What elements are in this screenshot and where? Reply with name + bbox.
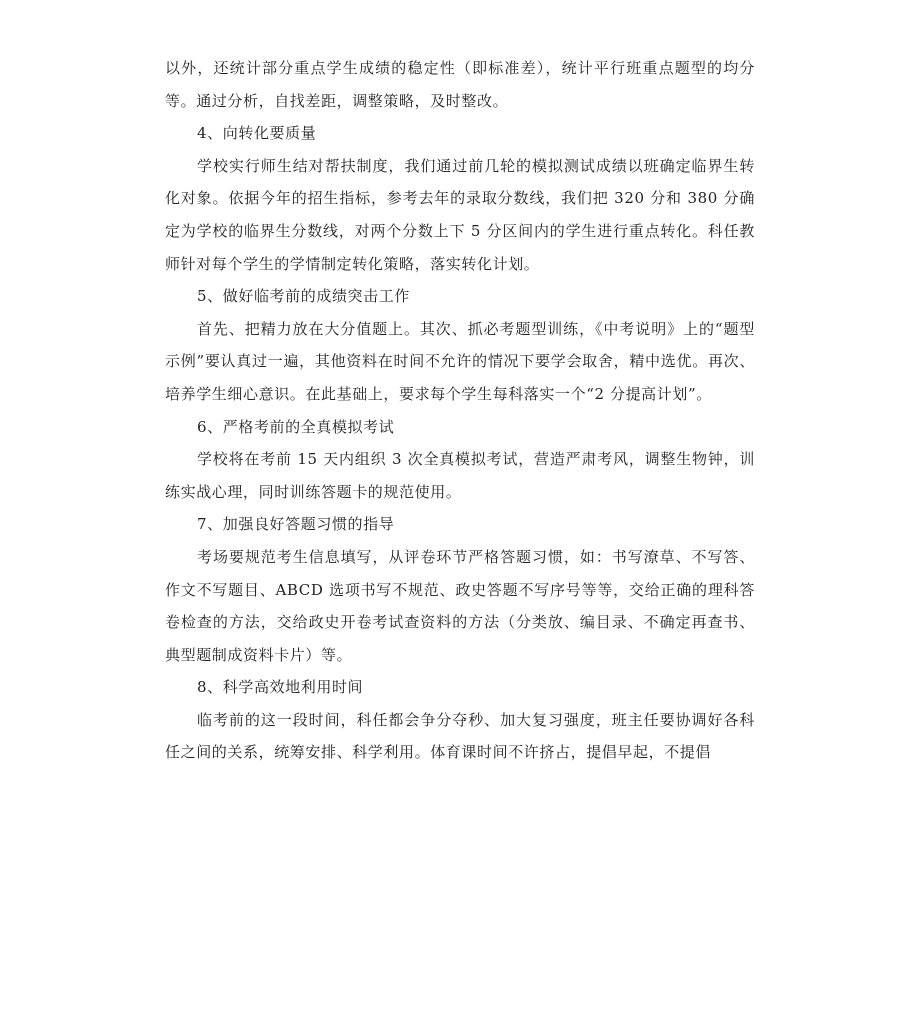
paragraph-section-6: 学校将在考前 15 天内组织 3 次全真模拟考试，营造严肃考风，调整生物钟，训练实战心理，同时训练答题卡的规范使用。 (165, 450, 755, 501)
paragraph-intro: 以外，还统计部分重点学生成绩的稳定性（即标准差），统计平行班重点题型的均分等。通过分析，自找差距，调整策略，及时整改。 (165, 59, 755, 110)
paragraph-section-4: 学校实行师生结对帮扶制度，我们通过前几轮的模拟测试成绩以班确定临界生转化对象。依据今年的招生指标，参考去年的录取分数线，我们把 320 分和 380 分确定为学校的临界生分数线，对两个分数上下 5 分区间内的学生进行重点转化。科任教师针对每个学生的学情制定转化策略，落实转化计划。 (165, 156, 755, 273)
heading-section-7: 7、加强良好答题习惯的指导 (197, 515, 395, 534)
document-body (165, 52, 755, 769)
paragraph-section-5: 首先、把精力放在大分值题上。其次、抓必考题型训练，《中考说明》上的“题型示例”要认真过一遍，其他资料在时间不允许的情况下要学会取舍，精中选优。再次、培养学生细心意识。在此基础上，要求每个学生每科落实一个“2 分提高计划”。 (165, 319, 755, 403)
heading-section-6: 6、严格考前的全真模拟考试 (197, 417, 395, 436)
heading-section-8: 8、科学高效地利用时间 (197, 678, 364, 697)
paragraph-section-8: 临考前的这一段时间，科任都会争分夺秒、加大复习强度，班主任要协调好各科任之间的关系，统筹安排、科学利用。体育课时间不许挤占，提倡早起，不提倡 (165, 710, 755, 762)
heading-section-5: 5、做好临考前的成绩突击工作 (197, 287, 410, 306)
paragraph-section-7: 考场要规范考生信息填写，从评卷环节严格答题习惯，如：书写潦草、不写答、作文不写题目、ABCD 选项书写不规范、政史答题不写序号等等，交给正确的理科答卷检查的方法，交给政史开卷考试查资料的方法（分类放、编目录、不确定再查书、典型题制成资料卡片）等。 (165, 547, 755, 664)
heading-section-4: 4、向转化要质量 (197, 124, 317, 143)
